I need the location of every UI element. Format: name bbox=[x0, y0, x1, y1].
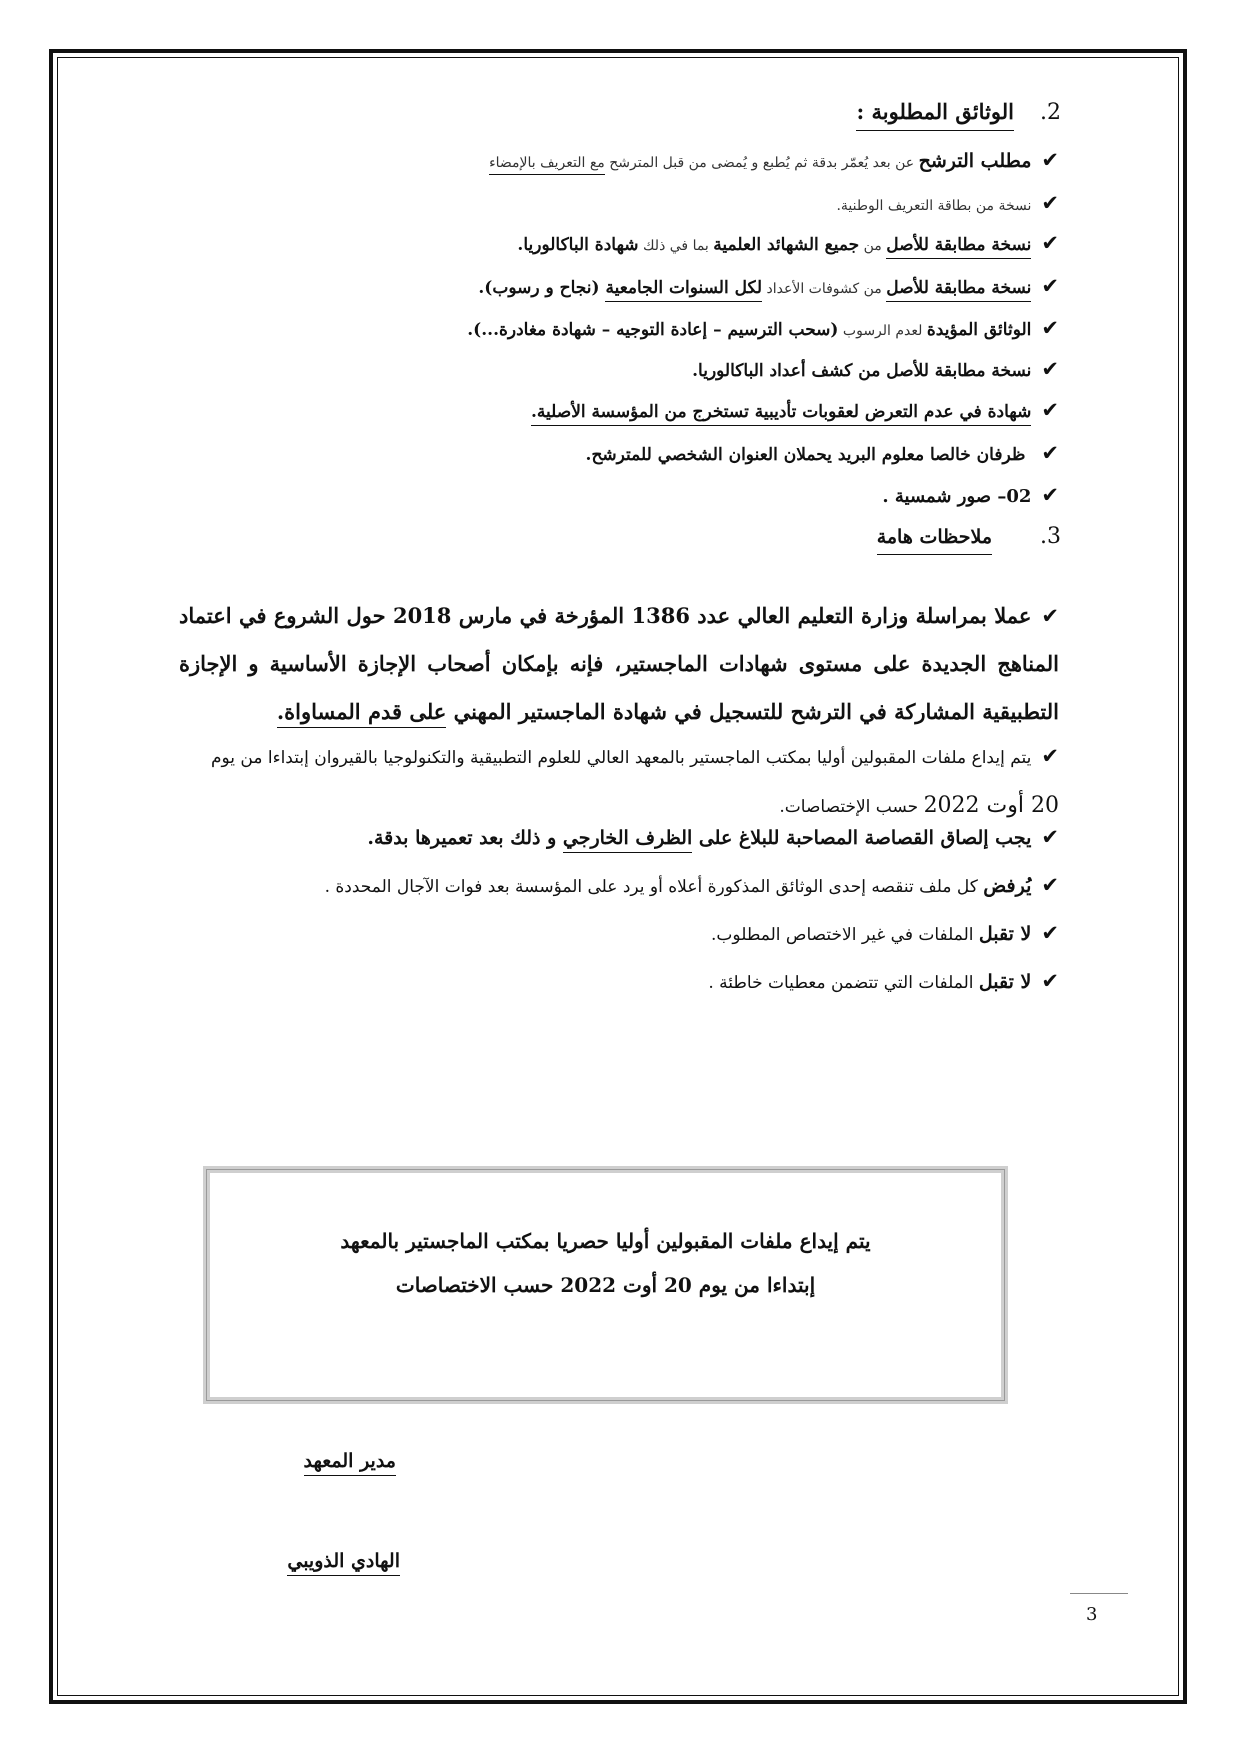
note-paragraph: ✔لا تقبل الملفات في غير الاختصاص المطلوب. bbox=[711, 921, 1059, 945]
signature-name: الهادي الذويبي bbox=[287, 1550, 400, 1572]
list-item: ✔مطلب الترشح عن بعد يُعمّر بدقة ثم يُطبع و يُمضى من قبل المترشح مع التعريف بالإمضاء bbox=[489, 148, 1059, 172]
list-item: ✔نسخة من بطاقة التعريف الوطنية. bbox=[836, 191, 1059, 215]
note-paragraph: ✔يجب إلصاق القصاصة المصاحبة للبلاغ على الظرف الخارجي و ذلك بعد تعميرها بدقة. bbox=[367, 825, 1059, 849]
list-item: ✔ظرفان خالصا معلوم البريد يحملان العنوان الشخصي للمترشح. bbox=[585, 441, 1059, 465]
page-number: 3 bbox=[1086, 1604, 1098, 1625]
section2-title: الوثائق المطلوبة : bbox=[856, 99, 1014, 131]
checkmark-icon: ✔ bbox=[1041, 148, 1059, 172]
note-paragraph: ✔لا تقبل الملفات التي تتضمن معطيات خاطئة . bbox=[708, 969, 1059, 993]
section2-number: 2. bbox=[1040, 100, 1061, 125]
note-paragraph: ✔يتم إيداع ملفات المقبولين أوليا بمكتب الماجستير بالمعهد العالي للعلوم التطبيقية والتكنولوجيا بالقيروان إبتداءا من يوم 20 أوت 2022 حسب الإختصاصات. bbox=[179, 732, 1059, 831]
list-item: ✔نسخة مطابقة للأصل من كشوفات الأعداد لكل السنوات الجامعية (نجاح و رسوب). bbox=[478, 274, 1059, 298]
checkmark-icon: ✔ bbox=[1041, 357, 1059, 381]
document-page bbox=[57, 57, 1179, 1696]
checkmark-icon: ✔ bbox=[1041, 483, 1059, 507]
checkmark-icon: ✔ bbox=[1041, 231, 1059, 255]
checkmark-icon: ✔ bbox=[1041, 825, 1059, 849]
list-item: ✔نسخة مطابقة للأصل من كشف أعداد الباكالوريا. bbox=[692, 357, 1059, 381]
checkmark-icon: ✔ bbox=[1041, 441, 1059, 465]
checkmark-icon: ✔ bbox=[1041, 744, 1059, 768]
checkmark-icon: ✔ bbox=[1041, 921, 1059, 945]
note-paragraph: ✔عملا بمراسلة وزارة التعليم العالي عدد 1386 المؤرخة في مارس 2018 حول الشروع في اعتماد المناهج الجديدة على مستوى شهادات الماجستير، فإنه بإمكان أصحاب الإجازة الأساسية و الإجازة التطبيقية المشاركة في الترشح للتسجيل في شهادة الماجستير المهني على قدم المساواة. bbox=[179, 592, 1059, 736]
list-item: ✔نسخة مطابقة للأصل من جميع الشهائد العلمية بما في ذلك شهادة الباكالوريا. bbox=[517, 231, 1059, 255]
signature-role: مدير المعهد bbox=[304, 1450, 397, 1472]
checkmark-icon: ✔ bbox=[1041, 873, 1059, 897]
checkmark-icon: ✔ bbox=[1041, 398, 1059, 422]
checkmark-icon: ✔ bbox=[1041, 604, 1060, 628]
section2-heading bbox=[856, 99, 1061, 125]
section3-number: 3. bbox=[1040, 524, 1061, 549]
checkmark-icon: ✔ bbox=[1041, 316, 1059, 340]
section3-heading bbox=[877, 524, 1061, 549]
checkmark-icon: ✔ bbox=[1041, 274, 1059, 298]
notice-line-1: يتم إيداع ملفات المقبولين أوليا حصريا بمكتب الماجستير بالمعهد bbox=[340, 1229, 871, 1253]
section3-title: ملاحظات هامة bbox=[877, 526, 992, 555]
notice-box bbox=[203, 1166, 1008, 1404]
notice-line-2: إبتداءا من يوم 20 أوت 2022 حسب الاختصاصات bbox=[395, 1273, 816, 1297]
note-paragraph: ✔يُرفض كل ملف تنقصه إحدى الوثائق المذكورة أعلاه أو يرد على المؤسسة بعد فوات الآجال المحددة . bbox=[324, 873, 1059, 897]
page-number-rule bbox=[1070, 1593, 1128, 1594]
list-item: ✔الوثائق المؤيدة لعدم الرسوب (سحب الترسيم – إعادة التوجيه – شهادة مغادرة...). bbox=[467, 316, 1059, 340]
checkmark-icon: ✔ bbox=[1041, 191, 1059, 215]
checkmark-icon: ✔ bbox=[1041, 969, 1059, 993]
list-item: ✔شهادة في عدم التعرض لعقوبات تأديبية تستخرج من المؤسسة الأصلية. bbox=[531, 398, 1059, 422]
list-item: ✔02– صور شمسية . bbox=[882, 483, 1059, 507]
